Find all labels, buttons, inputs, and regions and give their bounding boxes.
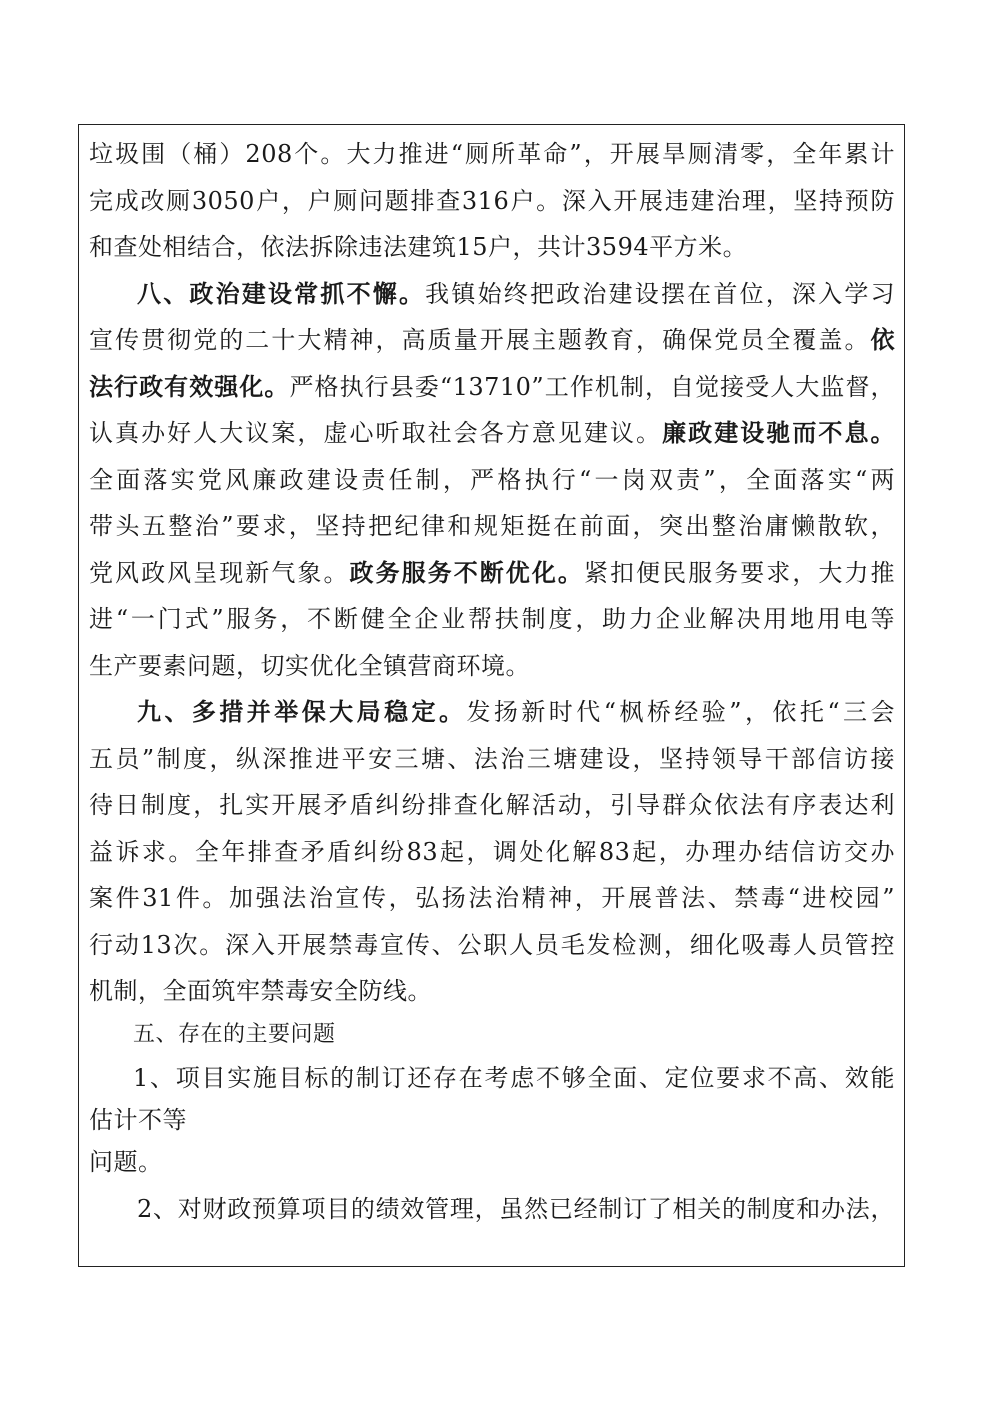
text-line (89, 550, 895, 597)
text-line: 机制，全面筑牢禁毒安全防线。 (89, 977, 432, 1005)
text-line: 完成改厕3050户，户厕问题排查316户。深入开展违建治理，坚持预防 (89, 186, 895, 215)
paragraph-heading: 政务服务不断优化。 (349, 557, 584, 587)
text-line (89, 410, 895, 457)
text-span: 认真办好人大议案，虚心听取社会各方意见建议。 (89, 419, 663, 447)
text-line: 生产要素问题，切实优化全镇营商环境。 (89, 651, 530, 680)
text-line: 带头五整治”要求，坚持把纪律和规矩挺在前面，突出整治庸懒散软， (89, 512, 895, 540)
paragraph-heading: 法行政有效强化。 (89, 371, 290, 401)
text-span: 宣传贯彻党的二十大精神，高质量开展主题教育，确保党员全覆盖。 (89, 326, 871, 354)
paragraph-heading: 八、政治建设常抓不懈。 (137, 278, 426, 308)
text-line: 1、项目实施目标的制订还存在考虑不够全面、定位要求不高、效能 (133, 1063, 895, 1092)
text-span: 党风政风呈现新气象。 (89, 558, 350, 587)
paragraph-heading: 九、多措并举保大局稳定。 (137, 697, 467, 726)
text-span: 严格执行县委“13710”工作机制，自觉接受人大监督， (289, 372, 895, 401)
paragraph-heading: 廉政建设驰而不息。 (662, 418, 895, 447)
text-line: 待日制度，扎实开展矛盾纠纷排查化解活动，引导群众依法有序表达利 (89, 791, 895, 819)
text-line: 行动13次。深入开展禁毒宣传、公职人员毛发检测，细化吸毒人员管控 (89, 930, 895, 959)
document-body (89, 131, 895, 1232)
text-line (89, 689, 895, 736)
paragraph-heading: 依 (870, 325, 895, 354)
document-frame (78, 124, 905, 1267)
section-heading: 五、存在的主要问题 (133, 1021, 336, 1047)
text-line (89, 317, 895, 364)
text-span: 发扬新时代“枫桥经验”，依托“三会 (466, 698, 895, 726)
text-line: 进“一门式”服务，不断健全企业帮扶制度，助力企业解决用地用电等 (89, 605, 895, 633)
text-line: 案件31件。加强法治宣传，弘扬法治精神，开展普法、禁毒“进校园” (89, 884, 895, 912)
text-span: 我镇始终把政治建设摆在首位，深入学习 (425, 279, 895, 308)
text-line: 全面落实党风廉政建设责任制，严格执行“一岗双责”，全面落实“两 (89, 465, 895, 494)
text-line: 五员”制度，纵深推进平安三塘、法治三塘建设，坚持领导干部信访接 (89, 744, 895, 773)
text-line: 估计不等 (89, 1106, 187, 1134)
text-line: 垃圾围（桶）208个。大力推进“厕所革命”，开展旱厕清零，全年累计 (89, 140, 895, 168)
text-span: 紧扣便民服务要求，大力推 (583, 558, 895, 587)
text-line: 益诉求。全年排查矛盾纠纷83起，调处化解83起，办理办结信访交办 (89, 837, 895, 866)
text-line (89, 271, 895, 318)
text-line (89, 364, 895, 411)
text-line: 问题。 (89, 1148, 163, 1176)
text-line: 2、对财政预算项目的绩效管理，虽然已经制订了相关的制度和办法， (137, 1194, 895, 1223)
text-line: 和查处相结合，依法拆除违法建筑15户，共计3594平方米。 (89, 233, 748, 261)
